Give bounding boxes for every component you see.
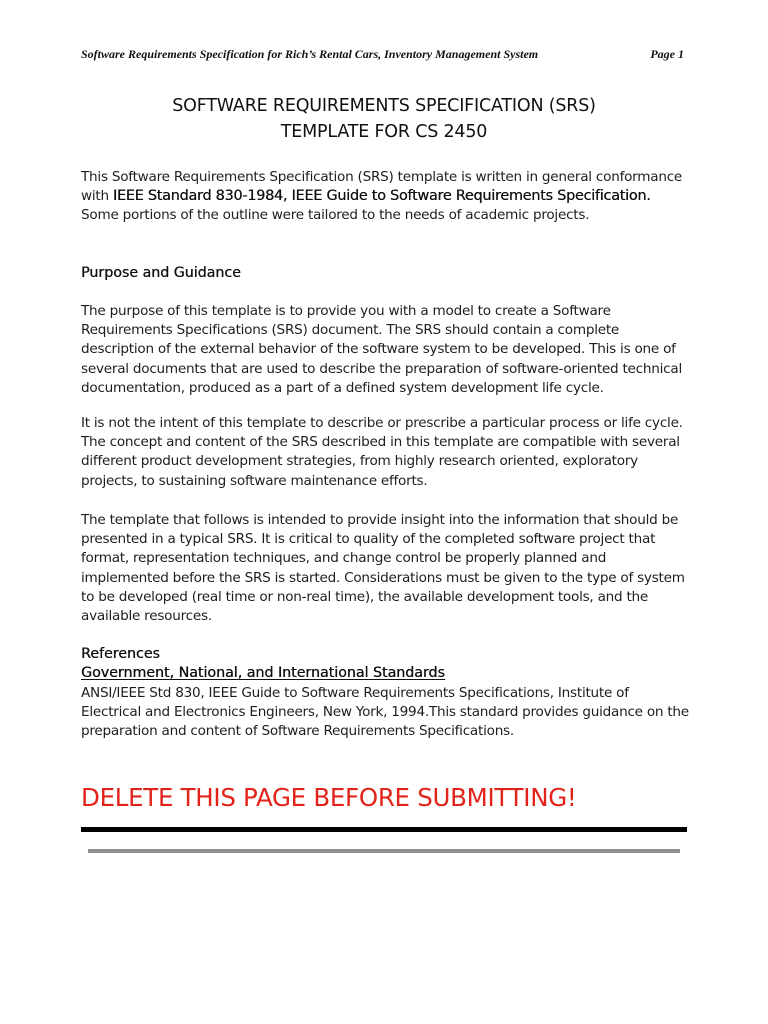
intro-text-start: This Software Requirements Specification (SRS) template is written in general conformance with (81, 169, 683, 205)
document-title (80, 93, 688, 145)
document-title-line-2: TEMPLATE FOR CS 2450 (280, 122, 488, 142)
intro-paragraph (81, 168, 691, 226)
standards-subheading: Government, National, and International Standards (81, 665, 445, 681)
purpose-paragraph-1: The purpose of this template is to provide you with a model to create a Software Requirements Specifications (SRS) document. The SRS should contain a complete description of the external behavior of the software system to be developed. This is one of several documents that are used to describe the preparation of software-oriented technical documentation, produced as a part of a defined system development life cycle. (81, 303, 682, 396)
references-heading: References (81, 646, 160, 662)
purpose-heading: Purpose and Guidance (81, 265, 241, 281)
header-title: Software Requirements Specification for Rich’s Rental Cars, Inventory Management System (81, 47, 539, 61)
delete-page-notice: DELETE THIS PAGE BEFORE SUBMITTING! (81, 783, 577, 812)
running-header (81, 47, 684, 65)
references-text: ANSI/IEEE Std 830, IEEE Guide to Software Requirements Specifications, Institute of Electrical and Electronics Engineers, New York, 1994.This standard provides guidance on the preparation and content of Software Requirements Specifications. (81, 685, 689, 740)
page-number: Page 1 (650, 47, 684, 61)
ieee-standard-citation: IEEE Standard 830-1984, IEEE Guide to Software Requirements Specification. (112, 188, 651, 205)
purpose-paragraph-3: The template that follows is intended to provide insight into the information that should be presented in a typical SRS. It is critical to quality of the completed software project that format, representation techniques, and change control be properly planned and implemented before the SRS is started. Considerations must be given to the type of system to be developed (real time or non-real time), the available development tools, and the available resources. (81, 512, 685, 625)
gray-divider (88, 849, 680, 853)
intro-text-end: Some portions of the outline were tailored to the needs of academic projects. (81, 207, 590, 224)
purpose-paragraph-2: It is not the intent of this template to describe or prescribe a particular process or life cycle. The concept and content of the SRS described in this template are compatible with several different product development strategies, from highly research oriented, exploratory projects, to sustaining software maintenance efforts. (81, 415, 683, 489)
document-title-line-1: SOFTWARE REQUIREMENTS SPECIFICATION (SRS) (172, 96, 596, 116)
black-divider (81, 827, 687, 832)
